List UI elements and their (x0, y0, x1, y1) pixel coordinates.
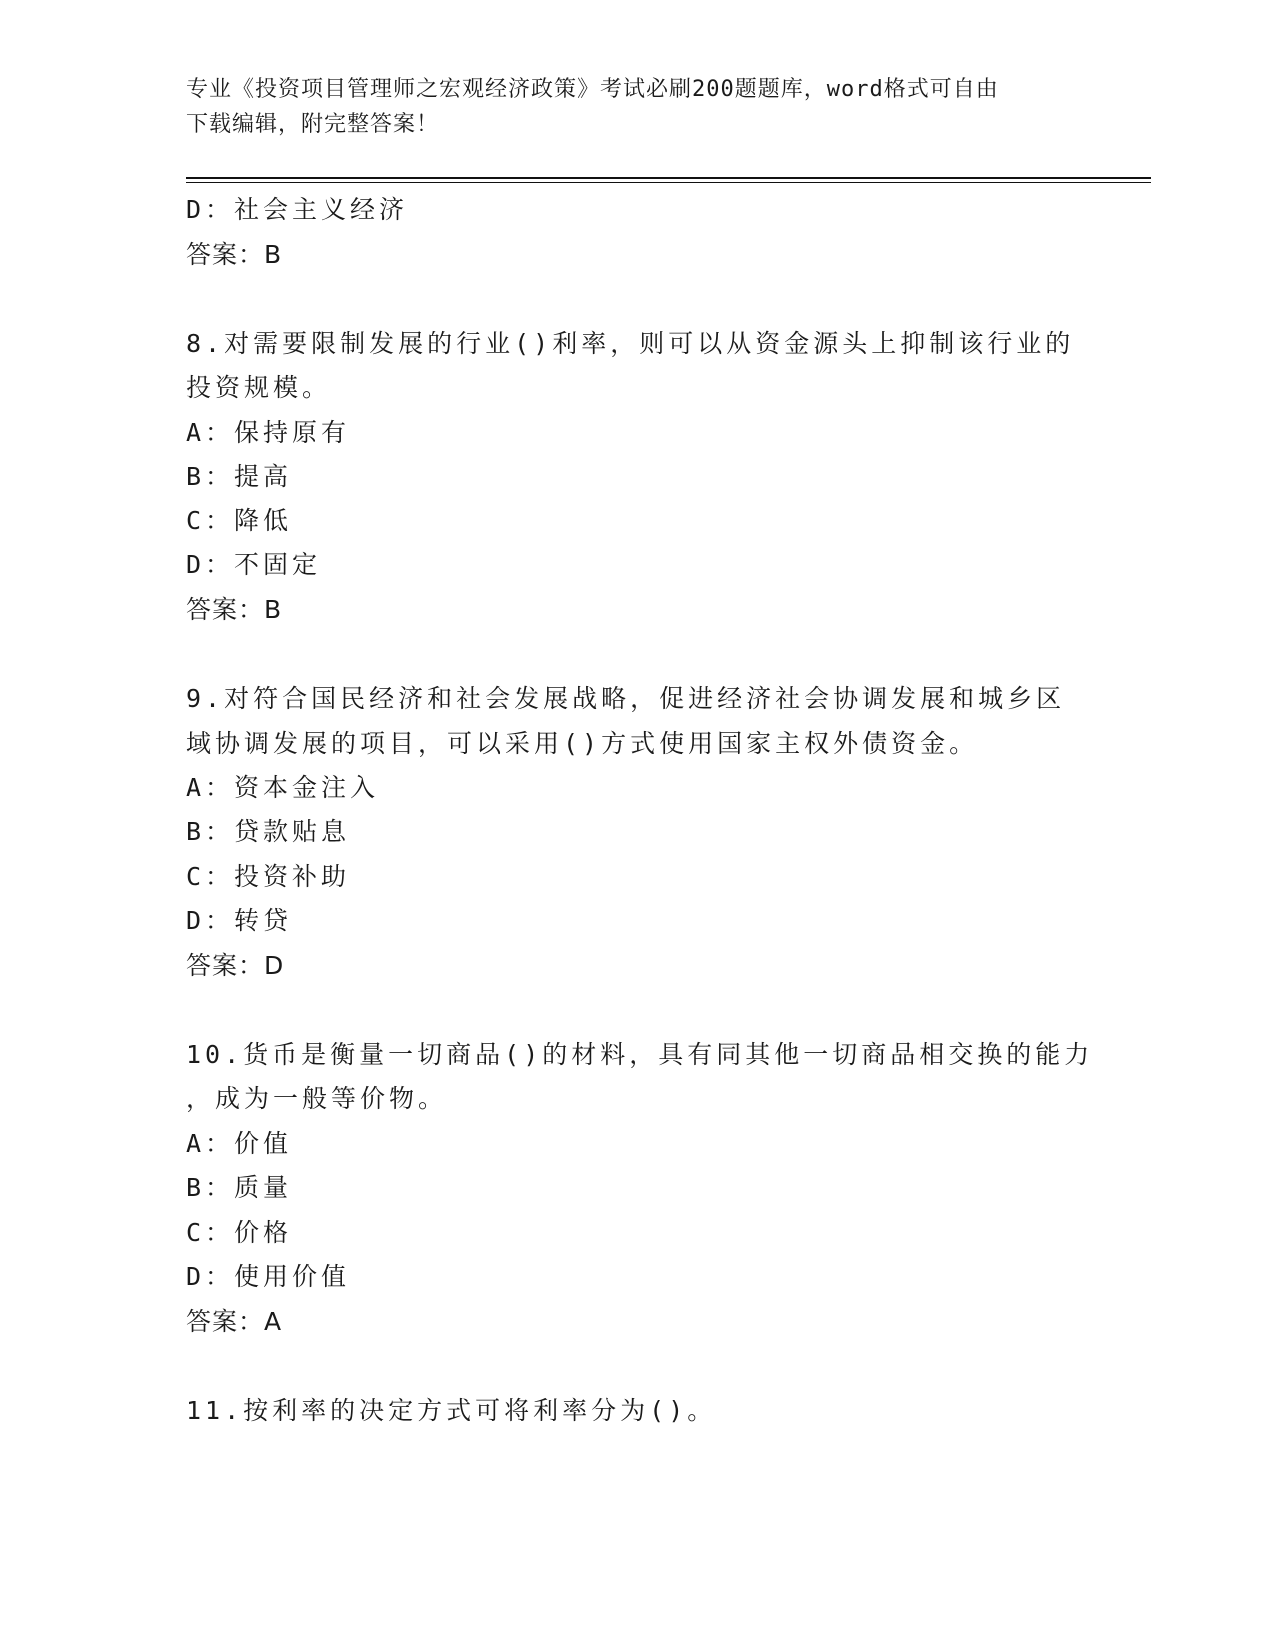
prev-option-d: D：社会主义经济 (186, 195, 409, 224)
page-header (186, 72, 1066, 142)
question-9-stem-line-1: 9.对符合国民经济和社会发展战略，促进经济社会协调发展和城乡区 (186, 684, 1066, 713)
prev-answer: 答案：B (186, 240, 283, 269)
question-8-stem-line-1: 8.对需要限制发展的行业()利率，则可以从资金源头上抑制该行业的 (186, 329, 1075, 358)
question-9-answer: 答案：D (186, 951, 285, 980)
header-line-1: 专业《投资项目管理师之宏观经济政策》考试必刷200题题库，word格式可自由 (186, 77, 999, 102)
question-9-option-a: A：资本金注入 (186, 773, 380, 802)
question-11-stem-line-1: 11.按利率的决定方式可将利率分为()。 (186, 1396, 717, 1425)
question-9-option-b: B：贷款贴息 (186, 817, 351, 846)
question-8-answer: 答案：B (186, 595, 283, 624)
question-10-stem-line-2: ，成为一般等价物。 (186, 1084, 448, 1113)
header-divider-thick (186, 177, 1151, 179)
question-10-stem-line-1: 10.货币是衡量一切商品()的材料，具有同其他一切商品相交换的能力 (186, 1040, 1094, 1069)
question-9-option-c: C：投资补助 (186, 862, 351, 891)
header-line-2: 下载编辑，附完整答案！ (186, 112, 440, 137)
question-8-option-c: C：降低 (186, 506, 293, 535)
question-8-option-d: D：不固定 (186, 550, 322, 579)
question-8-option-b: B：提高 (186, 462, 293, 491)
question-9-option-d: D：转贷 (186, 906, 293, 935)
question-10-option-c: C：价格 (186, 1218, 293, 1247)
question-10-answer: 答案：A (186, 1307, 283, 1336)
question-10-option-a: A：价值 (186, 1129, 293, 1158)
question-10-option-b: B：质量 (186, 1173, 293, 1202)
question-9-stem-line-2: 域协调发展的项目，可以采用()方式使用国家主权外债资金。 (186, 729, 979, 758)
question-8-stem-line-2: 投资规模。 (186, 373, 332, 402)
header-divider-thin (186, 182, 1151, 183)
question-8-option-a: A：保持原有 (186, 418, 351, 447)
question-10-option-d: D：使用价值 (186, 1262, 351, 1291)
